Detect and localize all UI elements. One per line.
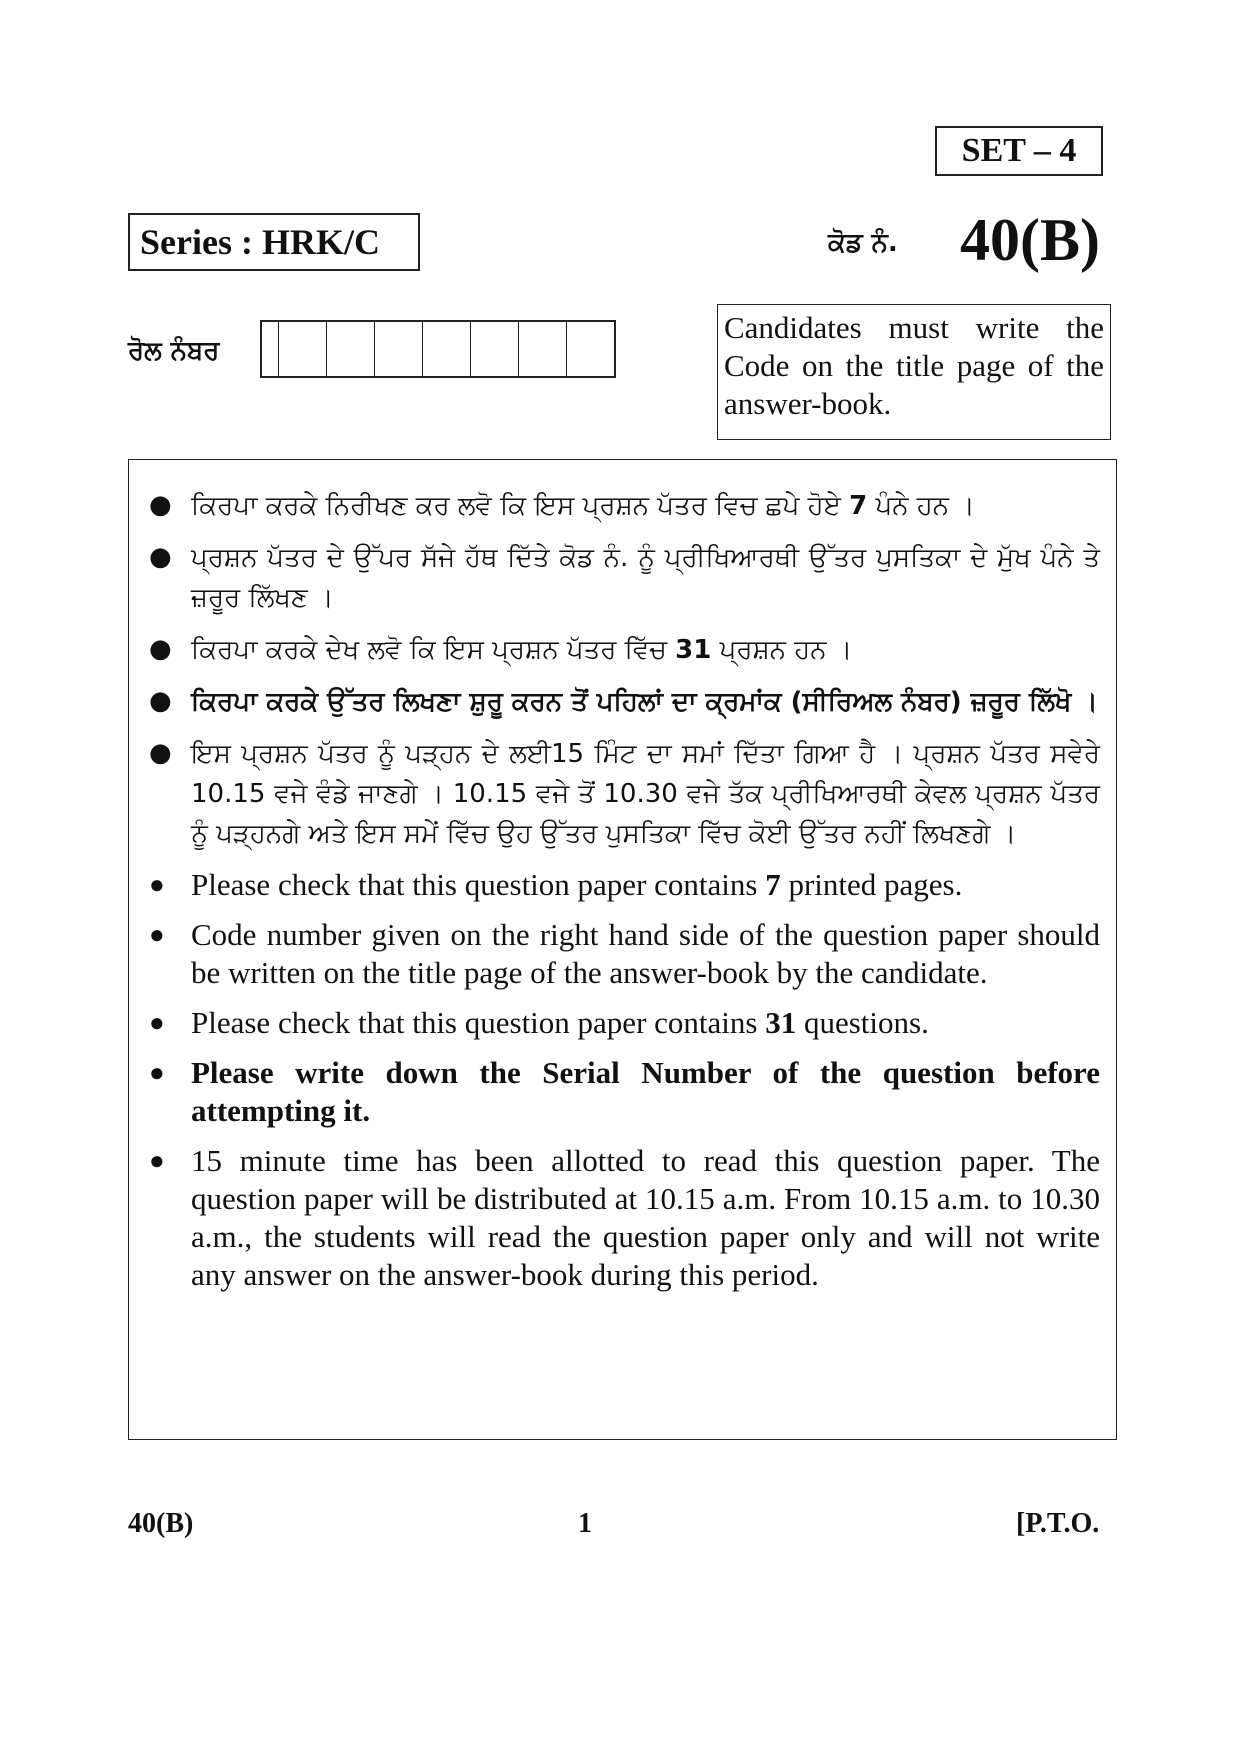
instructions-list [129,460,1116,1294]
instruction-item: ● ਪ੍ਰਸ਼ਨ ਪੱਤਰ ਦੇ ਉੱਪਰ ਸੱਜੇ ਹੱਥ ਦਿੱਤੇ ਕੋਡ ਨੰ. ਨੂੰ ਪ੍ਰੀਖਿਆਰਥੀ ਉੱਤਰ ਪੁਸਤਿਕਾ ਦੇ ਮੁੱਖ ਪੰਨੇ ਤੇ ਜ਼ਰੂਰ ਲਿੱਖਣ । [129,538,1100,618]
roll-number-cell[interactable] [278,322,326,376]
bullet-icon: ● [149,490,172,520]
set-number: SET – 4 [935,126,1103,176]
roll-number-cell[interactable] [566,322,614,376]
candidate-notice: Candidates must write the Code on the title page of the answer-book. [717,304,1111,440]
bullet-icon: ● [149,1146,165,1175]
instruction-item: ● ਕਿਰਪਾ ਕਰਕੇ ਉੱਤਰ ਲਿਖਣਾ ਸ਼ੁਰੂ ਕਰਨ ਤੋਂ ਪਹਿਲਾਂ ਦਾ ਕ੍ਰਮਾਂਕ (ਸੀਰਿਅਲ ਨੰਬਰ) ਜ਼ਰੂਰ ਲਿੱਖੋ । [129,682,1100,722]
bullet-icon: ● [149,1058,165,1087]
bullet-icon: ● [149,686,172,716]
roll-number-cell[interactable] [422,322,470,376]
roll-number-cell[interactable] [374,322,422,376]
pto-label: [P.T.O. [1016,1508,1100,1539]
footer-code: 40(B) [128,1508,194,1539]
roll-number-boxes[interactable] [260,320,616,378]
instructions-box [128,459,1117,1440]
page-number: 1 [578,1508,592,1539]
code-value: 40(B) [960,207,1100,273]
bullet-icon: ● [149,920,165,949]
instruction-item: ● 15 minute time has been allotted to read this question paper. The question paper will be distributed at 10.15 a.m. From 10.15 a.m. to 10.30 a.m., the students will read the question paper only and will not write any answer on the answer-book during this period. [149,1143,1100,1292]
bullet-icon: ● [149,634,172,664]
series-label: Series : HRK/C [128,213,420,271]
instruction-item: ● Please write down the Serial Number of the question before attempting it. [149,1055,1100,1128]
bullet-icon: ● [149,1008,165,1037]
bullet-icon: ● [149,870,165,899]
roll-number-cell[interactable] [518,322,566,376]
code-label: ਕੋਡ ਨੰ. [828,228,898,258]
roll-number-cell[interactable] [262,322,278,376]
instruction-item: ● ਕਿਰਪਾ ਕਰਕੇ ਦੇਖ ਲਵੋ ਕਿ ਇਸ ਪ੍ਰਸ਼ਨ ਪੱਤਰ ਵਿੱਚ 31 ਪ੍ਰਸ਼ਨ ਹਨ । [129,630,1100,670]
instruction-item: ● Please check that this question paper contains 7 printed pages. [149,867,963,902]
roll-number-cell[interactable] [470,322,518,376]
roll-number-cell[interactable] [326,322,374,376]
instruction-item: ● Code number given on the right hand side of the question paper should be written on the title page of the answer-book by the candidate. [149,917,1100,990]
instruction-item: ● Please check that this question paper contains 31 questions. [149,1005,929,1040]
bullet-icon: ● [149,738,172,768]
instruction-item: ● ਕਿਰਪਾ ਕਰਕੇ ਨਿਰੀਖਣ ਕਰ ਲਵੋ ਕਿ ਇਸ ਪ੍ਰਸ਼ਨ ਪੱਤਰ ਵਿਚ ਛਪੇ ਹੋਏ 7 ਪੰਨੇ ਹਨ । [129,486,1100,526]
roll-number-label: ਰੋਲ ਨੰਬਰ [128,336,220,366]
instruction-item: ● ਇਸ ਪ੍ਰਸ਼ਨ ਪੱਤਰ ਨੂੰ ਪੜ੍ਹਨ ਦੇ ਲਈ15 ਮਿੰਟ ਦਾ ਸਮਾਂ ਦਿੱਤਾ ਗਿਆ ਹੈ । ਪ੍ਰਸ਼ਨ ਪੱਤਰ ਸਵੇਰੇ 10.15 ਵਜੇ ਵੰਡੇ ਜਾਣਗੇ । 10.15 ਵਜੇ ਤੋਂ 10.30 ਵਜੇ ਤੱਕ ਪ੍ਰੀਖਿਆਰਥੀ ਕੇਵਲ ਪ੍ਰਸ਼ਨ ਪੱਤਰ ਨੂੰ ਪੜ੍ਹਨਗੇ ਅਤੇ ਇਸ ਸਮੇਂ ਵਿੱਚ ਉਹ ਉੱਤਰ ਪੁਸਤਿਕਾ ਵਿੱਚ ਕੋਈ ਉੱਤਰ ਨਹੀਂ ਲਿਖਣਗੇ । [129,734,1100,854]
bullet-icon: ● [149,542,172,572]
